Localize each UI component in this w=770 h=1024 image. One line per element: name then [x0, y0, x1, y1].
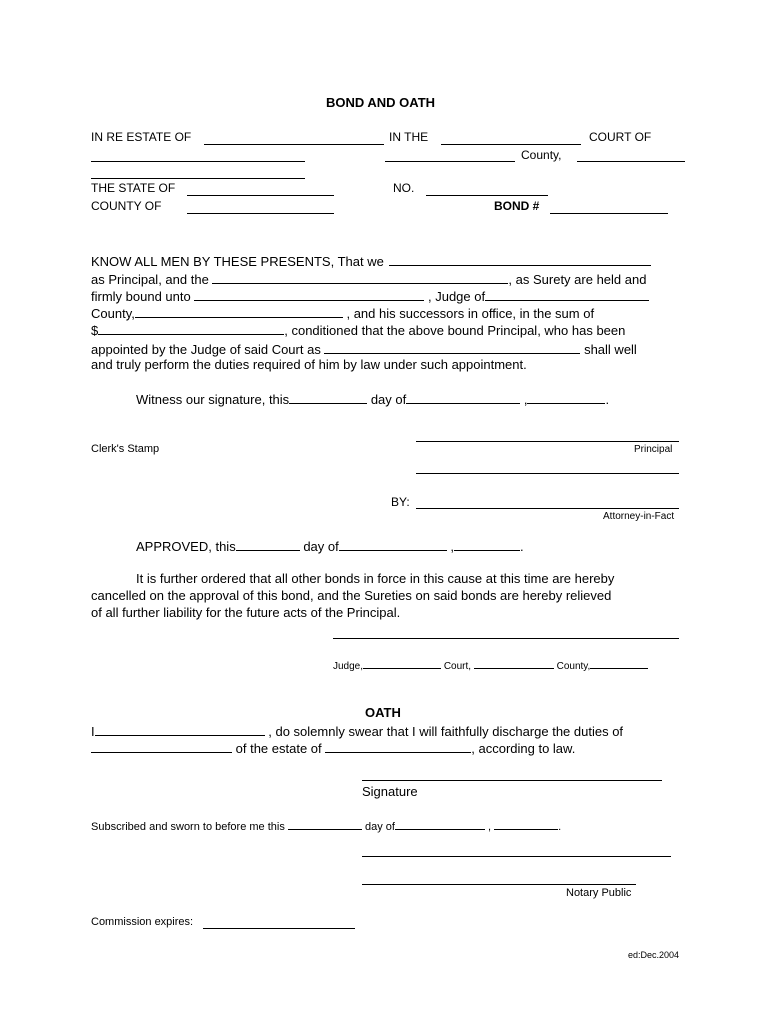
estate-name-field[interactable] — [204, 144, 384, 145]
oath-line-1 — [91, 723, 623, 738]
in-the-label: IN THE — [389, 130, 429, 144]
judge-county-field[interactable] — [485, 288, 649, 301]
oath-i: I — [91, 724, 95, 739]
principal-signature-line[interactable] — [416, 441, 679, 442]
subscribed-day-of-text: day of — [364, 821, 395, 833]
judge-county-field-2[interactable] — [474, 658, 554, 669]
county-name-body-field[interactable] — [135, 305, 343, 318]
approved-day-field[interactable] — [236, 538, 300, 551]
commission-label: Commission expires: — [91, 916, 194, 928]
as-surety-text: , as Surety are held and — [508, 272, 647, 287]
oath-name-field[interactable] — [95, 723, 265, 736]
witness-line — [136, 391, 609, 406]
court-label: Court, — [443, 661, 472, 672]
page-title: BOND AND OATH — [326, 95, 436, 110]
witness-comma: , — [523, 392, 528, 407]
bond-number-field[interactable] — [550, 213, 668, 214]
bond-amount-field[interactable] — [98, 322, 284, 335]
signature-label: Signature — [362, 784, 418, 799]
judge-label: Judge, — [333, 661, 364, 672]
county-of-field[interactable] — [187, 213, 334, 214]
county-of-label: COUNTY OF — [91, 199, 162, 213]
approved-line — [136, 538, 524, 553]
know-all-men-text: KNOW ALL MEN BY THESE PRESENTS, That we — [91, 254, 384, 269]
witness-day-field[interactable] — [289, 391, 367, 404]
subscribed-text: Subscribed and sworn to before me this — [91, 821, 285, 833]
case-number-field[interactable] — [426, 195, 548, 196]
estate-name-line-3[interactable] — [91, 178, 305, 179]
subscribed-comma: , — [487, 821, 492, 833]
oath-swear-text: , do solemnly swear that I will faithfully discharge the duties of — [268, 724, 624, 739]
subscribed-year-field[interactable] — [494, 819, 558, 830]
body-line-4 — [91, 305, 594, 320]
body-line-2 — [91, 271, 646, 286]
subscribed-month-field[interactable] — [395, 819, 485, 830]
as-principal-text: as Principal, and the — [91, 272, 209, 287]
judge-court-field[interactable] — [363, 658, 441, 669]
court-type-field[interactable] — [441, 144, 581, 145]
judge-of-text: , Judge of — [427, 289, 486, 304]
oath-signature-line[interactable] — [362, 780, 662, 781]
commission-expires-field[interactable] — [203, 928, 355, 929]
court-of-label: COURT OF — [589, 130, 652, 144]
oath-title: OATH — [365, 705, 401, 720]
principal-label: Principal — [634, 444, 673, 455]
order-line-3: of all further liability for the future acts of the Principal. — [91, 605, 401, 620]
state-field[interactable] — [187, 195, 334, 196]
state-of-label: THE STATE OF — [91, 181, 176, 195]
appointed-text: appointed by the Judge of said Court as — [91, 342, 321, 357]
judge-county-name-field[interactable] — [590, 658, 648, 669]
subscribed-line — [91, 819, 561, 833]
approved-comma: , — [450, 539, 454, 554]
approved-text: APPROVED, this — [136, 539, 236, 554]
approved-period: . — [520, 539, 524, 554]
witness-day-of-text: day of — [370, 392, 407, 407]
appointment-title-field[interactable] — [324, 341, 580, 354]
dollar-sign: $ — [91, 323, 99, 338]
body-line-7: and truly perform the duties required of him by law under such appointment. — [91, 357, 527, 372]
oath-law-text: , according to law. — [471, 741, 576, 756]
body-line-5 — [91, 322, 625, 337]
by-label: BY: — [391, 495, 410, 509]
approved-day-of-text: day of — [303, 539, 339, 554]
surety-signature-line[interactable] — [416, 473, 679, 474]
judge-signature-line[interactable] — [333, 638, 679, 639]
body-line-1 — [91, 253, 651, 268]
witness-period: . — [605, 392, 610, 407]
body-line-6 — [91, 341, 637, 356]
approved-year-field[interactable] — [454, 538, 520, 551]
conditioned-text: , conditioned that the above bound Principal, who has been — [284, 323, 626, 338]
witness-month-field[interactable] — [406, 391, 520, 404]
shall-well-text: shall well — [584, 342, 637, 357]
principal-name-field[interactable] — [389, 253, 651, 266]
order-line-2: cancelled on the approval of this bond, and the Sureties on said bonds are hereby relieved — [91, 588, 612, 603]
surety-name-field[interactable] — [212, 271, 508, 284]
order-line-1: It is further ordered that all other bonds in force in this cause at this time are hereby — [136, 571, 615, 586]
oath-role-field[interactable] — [91, 740, 232, 753]
firmly-bound-text: firmly bound unto — [91, 289, 191, 304]
county-name-field[interactable] — [385, 161, 515, 162]
oath-estate-field[interactable] — [325, 740, 471, 753]
notary-line-1[interactable] — [362, 856, 671, 857]
no-label: NO. — [393, 181, 415, 195]
subscribed-day-field[interactable] — [288, 819, 362, 830]
clerks-stamp-label: Clerk's Stamp — [91, 443, 160, 455]
edition-label: ed:Dec.2004 — [628, 950, 680, 960]
judge-name-field[interactable] — [194, 288, 424, 301]
notary-signature-line[interactable] — [362, 884, 636, 885]
witness-text: Witness our signature, this — [136, 392, 290, 407]
oath-line-2 — [91, 740, 575, 755]
witness-year-field[interactable] — [527, 391, 605, 404]
county-label-judge: County, — [556, 661, 591, 672]
body-line-3 — [91, 288, 649, 303]
oath-estate-text: of the estate of — [235, 741, 322, 756]
in-re-estate-label: IN RE ESTATE OF — [91, 130, 192, 144]
bond-number-label: BOND # — [494, 199, 540, 213]
attorney-in-fact-label: Attorney-in-Fact — [603, 511, 675, 522]
approved-month-field[interactable] — [339, 538, 447, 551]
county-text: County, — [91, 306, 135, 321]
successors-text: , and his successors in office, in the sum of — [346, 306, 595, 321]
subscribed-period: . — [558, 821, 562, 833]
attorney-signature-line[interactable] — [416, 508, 679, 509]
judge-line — [333, 658, 648, 672]
estate-name-line-2[interactable] — [91, 161, 305, 162]
notary-public-label: Notary Public — [566, 887, 632, 899]
county-label: County, — [521, 148, 562, 162]
court-of-name-field[interactable] — [577, 161, 685, 162]
